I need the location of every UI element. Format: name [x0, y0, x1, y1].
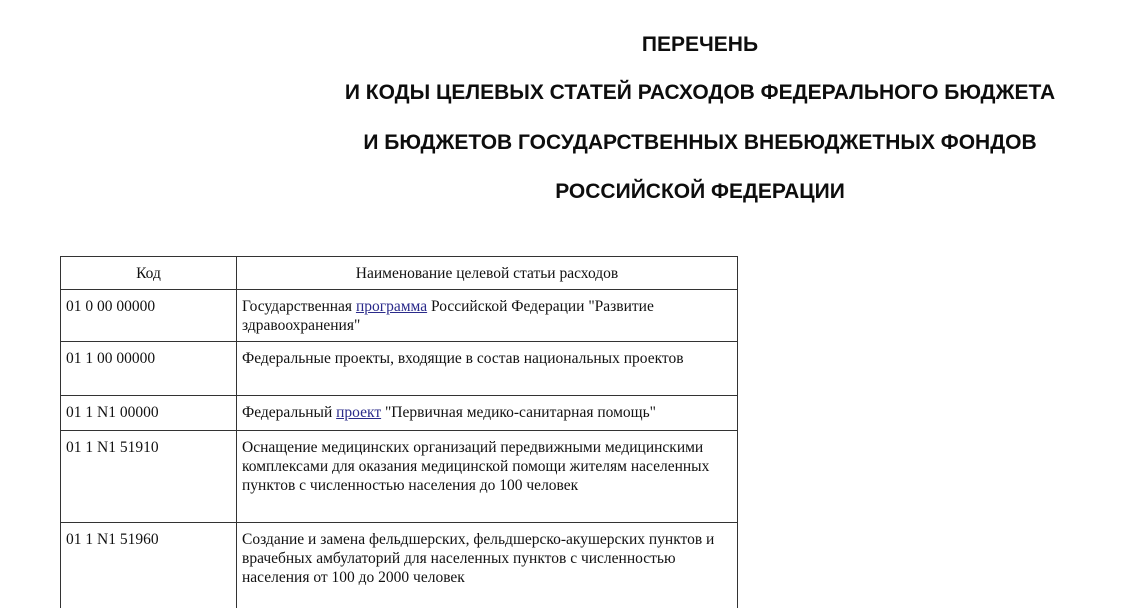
expense-codes-table: [60, 256, 738, 608]
row-code: 01 1 00 00000: [61, 342, 237, 396]
table-row: [61, 342, 738, 396]
table-row: [61, 396, 738, 431]
header-name: Наименование целевой статьи расходов: [237, 257, 738, 290]
row-name-text: "Первичная медико-санитарная помощь": [381, 404, 656, 421]
table-header-row: [61, 257, 738, 290]
row-code: 01 1 N1 00000: [61, 396, 237, 431]
row-name-text: Государственная: [242, 298, 356, 315]
program-link[interactable]: программа: [355, 298, 428, 315]
row-name: Создание и замена фельдшерских, фельдшерско-акушерских пунктов и врачебных амбулаторий для населенных пунктов с численностью населения от 100 до 2000 человек: [237, 523, 738, 608]
row-name: [237, 290, 738, 342]
row-name-text: Федеральный: [242, 404, 337, 421]
row-name-text: Российской Федерации "Развитие здравоохранения": [242, 298, 654, 334]
document-title: ПЕРЕЧЕНЬ: [641, 33, 759, 56]
row-code: 01 1 N1 51960: [61, 523, 237, 608]
row-code: 01 1 N1 51910: [61, 431, 237, 523]
document-subtitle-line-1: И КОДЫ ЦЕЛЕВЫХ СТАТЕЙ РАСХОДОВ ФЕДЕРАЛЬНОГО БЮДЖЕТА: [344, 81, 1056, 104]
header-code: Код: [61, 257, 237, 290]
table-row: [61, 431, 738, 523]
row-name: Оснащение медицинских организаций передвижными медицинскими комплексами для оказания медицинской помощи жителям населенных пунктов с численностью населения до 100 человек: [237, 431, 738, 523]
row-name: [237, 396, 738, 431]
document-subtitle-line-3: РОССИЙСКОЙ ФЕДЕРАЦИИ: [555, 180, 845, 203]
table-row: [61, 290, 738, 342]
row-name: Федеральные проекты, входящие в состав национальных проектов: [237, 342, 738, 396]
row-code: 01 0 00 00000: [61, 290, 237, 342]
document-subtitle-line-2: И БЮДЖЕТОВ ГОСУДАРСТВЕННЫХ ВНЕБЮДЖЕТНЫХ ФОНДОВ: [363, 131, 1037, 154]
project-link[interactable]: проект: [336, 404, 382, 421]
table-row: [61, 523, 738, 608]
